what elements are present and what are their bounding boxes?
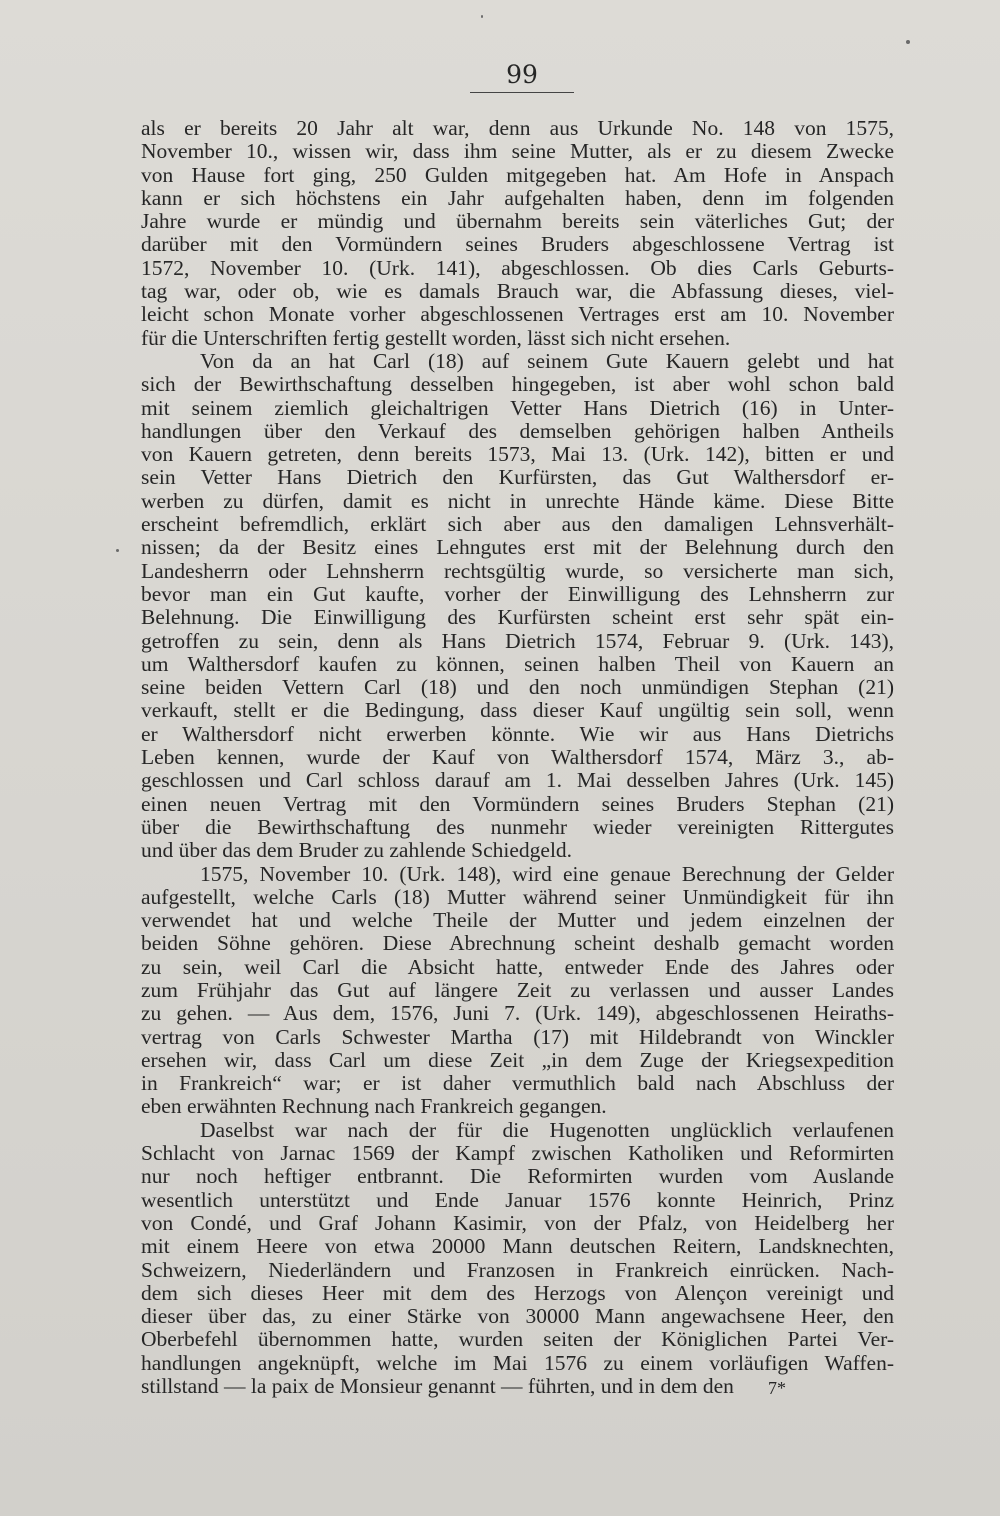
text-line: bevor man ein Gut kaufte, vorher der Einwilligung des Lehnsherrn zur bbox=[141, 582, 894, 606]
text-line: nissen; da der Besitz eines Lehngutes erst mit der Belehnung durch den bbox=[141, 536, 894, 560]
text-line: dem sich dieses Heer mit dem des Herzogs von Alençon vereinigt und bbox=[141, 1281, 894, 1305]
text-line: Von da an hat Carl (18) auf seinem Gute Kauern gelebt und hat bbox=[200, 349, 894, 373]
body-text bbox=[141, 117, 894, 1398]
text-line: aufgestellt, welche Carls (18) Mutter während seiner Unmündigkeit für ihn bbox=[141, 885, 894, 909]
text-line: um Walthersdorf kaufen zu können, seinen halben Theil von Kauern an bbox=[141, 652, 894, 676]
text-line: Landesherrn oder Lehnsherrn rechtsgültig wurde, so versicherte man sich, bbox=[141, 559, 894, 583]
text-line: 1572, November 10. (Urk. 141), abgeschlossen. Ob dies Carls Geburts- bbox=[141, 256, 894, 280]
text-line: verwendet hat und welche Theile der Mutter und jedem einzelnen der bbox=[141, 909, 894, 933]
text-line: Leben kennen, wurde der Kauf von Walthersdorf 1574, März 3., ab- bbox=[141, 746, 894, 770]
text-line: November 10., wissen wir, dass ihm seine Mutter, als er zu diesem Zwecke bbox=[141, 140, 894, 164]
text-line: handlungen angeknüpft, welche im Mai 1576 zu einem vorläufigen Waffen- bbox=[141, 1351, 894, 1375]
page-number: 99 bbox=[470, 60, 574, 93]
dust-speck bbox=[481, 15, 483, 18]
text-line: von Kauern getreten, denn bereits 1573, Mai 13. (Urk. 142), bitten er und bbox=[141, 443, 894, 467]
text-line: zu sein, weil Carl die Absicht hatte, entweder Ende des Jahres oder bbox=[141, 955, 894, 979]
text-line: nur noch heftiger entbrannt. Die Reformirten wurden vom Auslande bbox=[141, 1165, 894, 1189]
text-line: mit seinem ziemlich gleichaltrigen Vetter Hans Dietrich (16) in Unter- bbox=[141, 396, 894, 420]
text-line: von Condé, und Graf Johann Kasimir, von der Pfalz, von Heidelberg her bbox=[141, 1211, 894, 1235]
text-line: mit einem Heere von etwa 20000 Mann deutschen Reitern, Landsknechten, bbox=[141, 1235, 894, 1259]
text-line: verkauft, stellt er die Bedingung, dass dieser Kauf ungültig sein soll, wenn bbox=[141, 699, 894, 723]
text-line: Belehnung. Die Einwilligung des Kurfürsten scheint erst sehr spät ein- bbox=[141, 606, 894, 630]
text-line: seine beiden Vettern Carl (18) und den noch unmündigen Stephan (21) bbox=[141, 676, 894, 700]
dust-speck bbox=[906, 40, 910, 44]
text-line: werben zu dürfen, damit es nicht in unrechte Hände käme. Diese Bitte bbox=[141, 489, 894, 513]
text-line: eben erwähnten Rechnung nach Frankreich gegangen. bbox=[141, 1095, 607, 1119]
text-line: und über das dem Bruder zu zahlende Schiedgeld. bbox=[141, 839, 573, 863]
text-line: er Walthersdorf nicht erwerben könnte. Wie wir aus Hans Dietrichs bbox=[141, 722, 894, 746]
text-line: Schweizern, Niederländern und Franzosen in Frankreich einrücken. Nach- bbox=[141, 1258, 894, 1282]
text-line: dieser über das, zu einer Stärke von 30000 Mann angewachsene Heer, den bbox=[141, 1305, 894, 1329]
text-line: in Frankreich“ war; er ist daher vermuthlich bald nach Abschluss der bbox=[141, 1072, 894, 1096]
text-line: sich der Bewirthschaftung desselben hingegeben, ist aber wohl schon bald bbox=[141, 373, 894, 397]
text-line: ersehen wir, dass Carl um diese Zeit „in dem Zuge der Kriegsexpedition bbox=[141, 1048, 894, 1072]
text-line: beiden Söhne gehören. Diese Abrechnung scheint deshalb gemacht worden bbox=[141, 932, 894, 956]
text-line: für die Unterschriften fertig gestellt worden, lässt sich nicht ersehen. bbox=[141, 326, 731, 350]
text-line: Jahre wurde er mündig und übernahm bereits sein väterliches Gut; der bbox=[141, 210, 894, 234]
text-line: vertrag von Carls Schwester Martha (17) mit Hildebrandt von Winckler bbox=[141, 1025, 894, 1049]
text-line: Schlacht von Jarnac 1569 der Kampf zwischen Katholiken und Reformirten bbox=[141, 1142, 894, 1166]
dust-speck bbox=[116, 549, 119, 552]
text-line: Daselbst war nach der für die Hugenotten unglücklich verlaufenen bbox=[200, 1118, 894, 1142]
text-line: darüber mit den Vormündern seines Bruders abgeschlossene Vertrag ist bbox=[141, 233, 894, 257]
text-line: 1575, November 10. (Urk. 148), wird eine genaue Berechnung der Gelder bbox=[200, 862, 894, 886]
text-line: kann er sich höchstens ein Jahr aufgehalten haben, denn im folgenden bbox=[141, 186, 894, 210]
text-line: Oberbefehl übernommen hatte, wurden seiten der Königlichen Partei Ver- bbox=[141, 1328, 894, 1352]
text-line: handlungen über den Verkauf des demselben gehörigen halben Antheils bbox=[141, 419, 894, 443]
text-line: erscheint befremdlich, erklärt sich aber aus den damaligen Lehnsverhält- bbox=[141, 513, 894, 537]
text-line: über die Bewirthschaftung des nunmehr wieder vereinigten Rittergutes bbox=[141, 815, 894, 839]
text-line: getroffen zu sein, denn als Hans Dietrich 1574, Februar 9. (Urk. 143), bbox=[141, 629, 894, 653]
text-line: zum Frühjahr das Gut auf längere Zeit zu verlassen und ausser Landes bbox=[141, 978, 894, 1002]
signature-mark: 7* bbox=[768, 1378, 786, 1398]
text-line: geschlossen und Carl schloss darauf am 1. Mai desselben Jahres (Urk. 145) bbox=[141, 769, 894, 793]
text-line: einen neuen Vertrag mit den Vormündern seines Bruders Stephan (21) bbox=[141, 792, 894, 816]
text-line: zu gehen. — Aus dem, 1576, Juni 7. (Urk. 149), abgeschlossenen Heiraths- bbox=[141, 1002, 894, 1026]
text-line: von Hause fort ging, 250 Gulden mitgegeben hat. Am Hofe in Anspach bbox=[141, 163, 894, 187]
text-line: sein Vetter Hans Dietrich den Kurfürsten, das Gut Walthersdorf er- bbox=[141, 466, 894, 490]
text-line: tag war, oder ob, wie es damals Brauch war, die Abfassung dieses, viel- bbox=[141, 280, 894, 304]
text-line: wesentlich unterstützt und Ende Januar 1576 konnte Heinrich, Prinz bbox=[141, 1188, 894, 1212]
text-line: als er bereits 20 Jahr alt war, denn aus Urkunde No. 148 von 1575, bbox=[141, 117, 894, 140]
text-line: stillstand — la paix de Monsieur genannt — führten, und in dem den bbox=[141, 1375, 734, 1399]
text-line: leicht schon Monate vorher abgeschlossenen Vertrages erst am 10. November bbox=[141, 303, 894, 327]
